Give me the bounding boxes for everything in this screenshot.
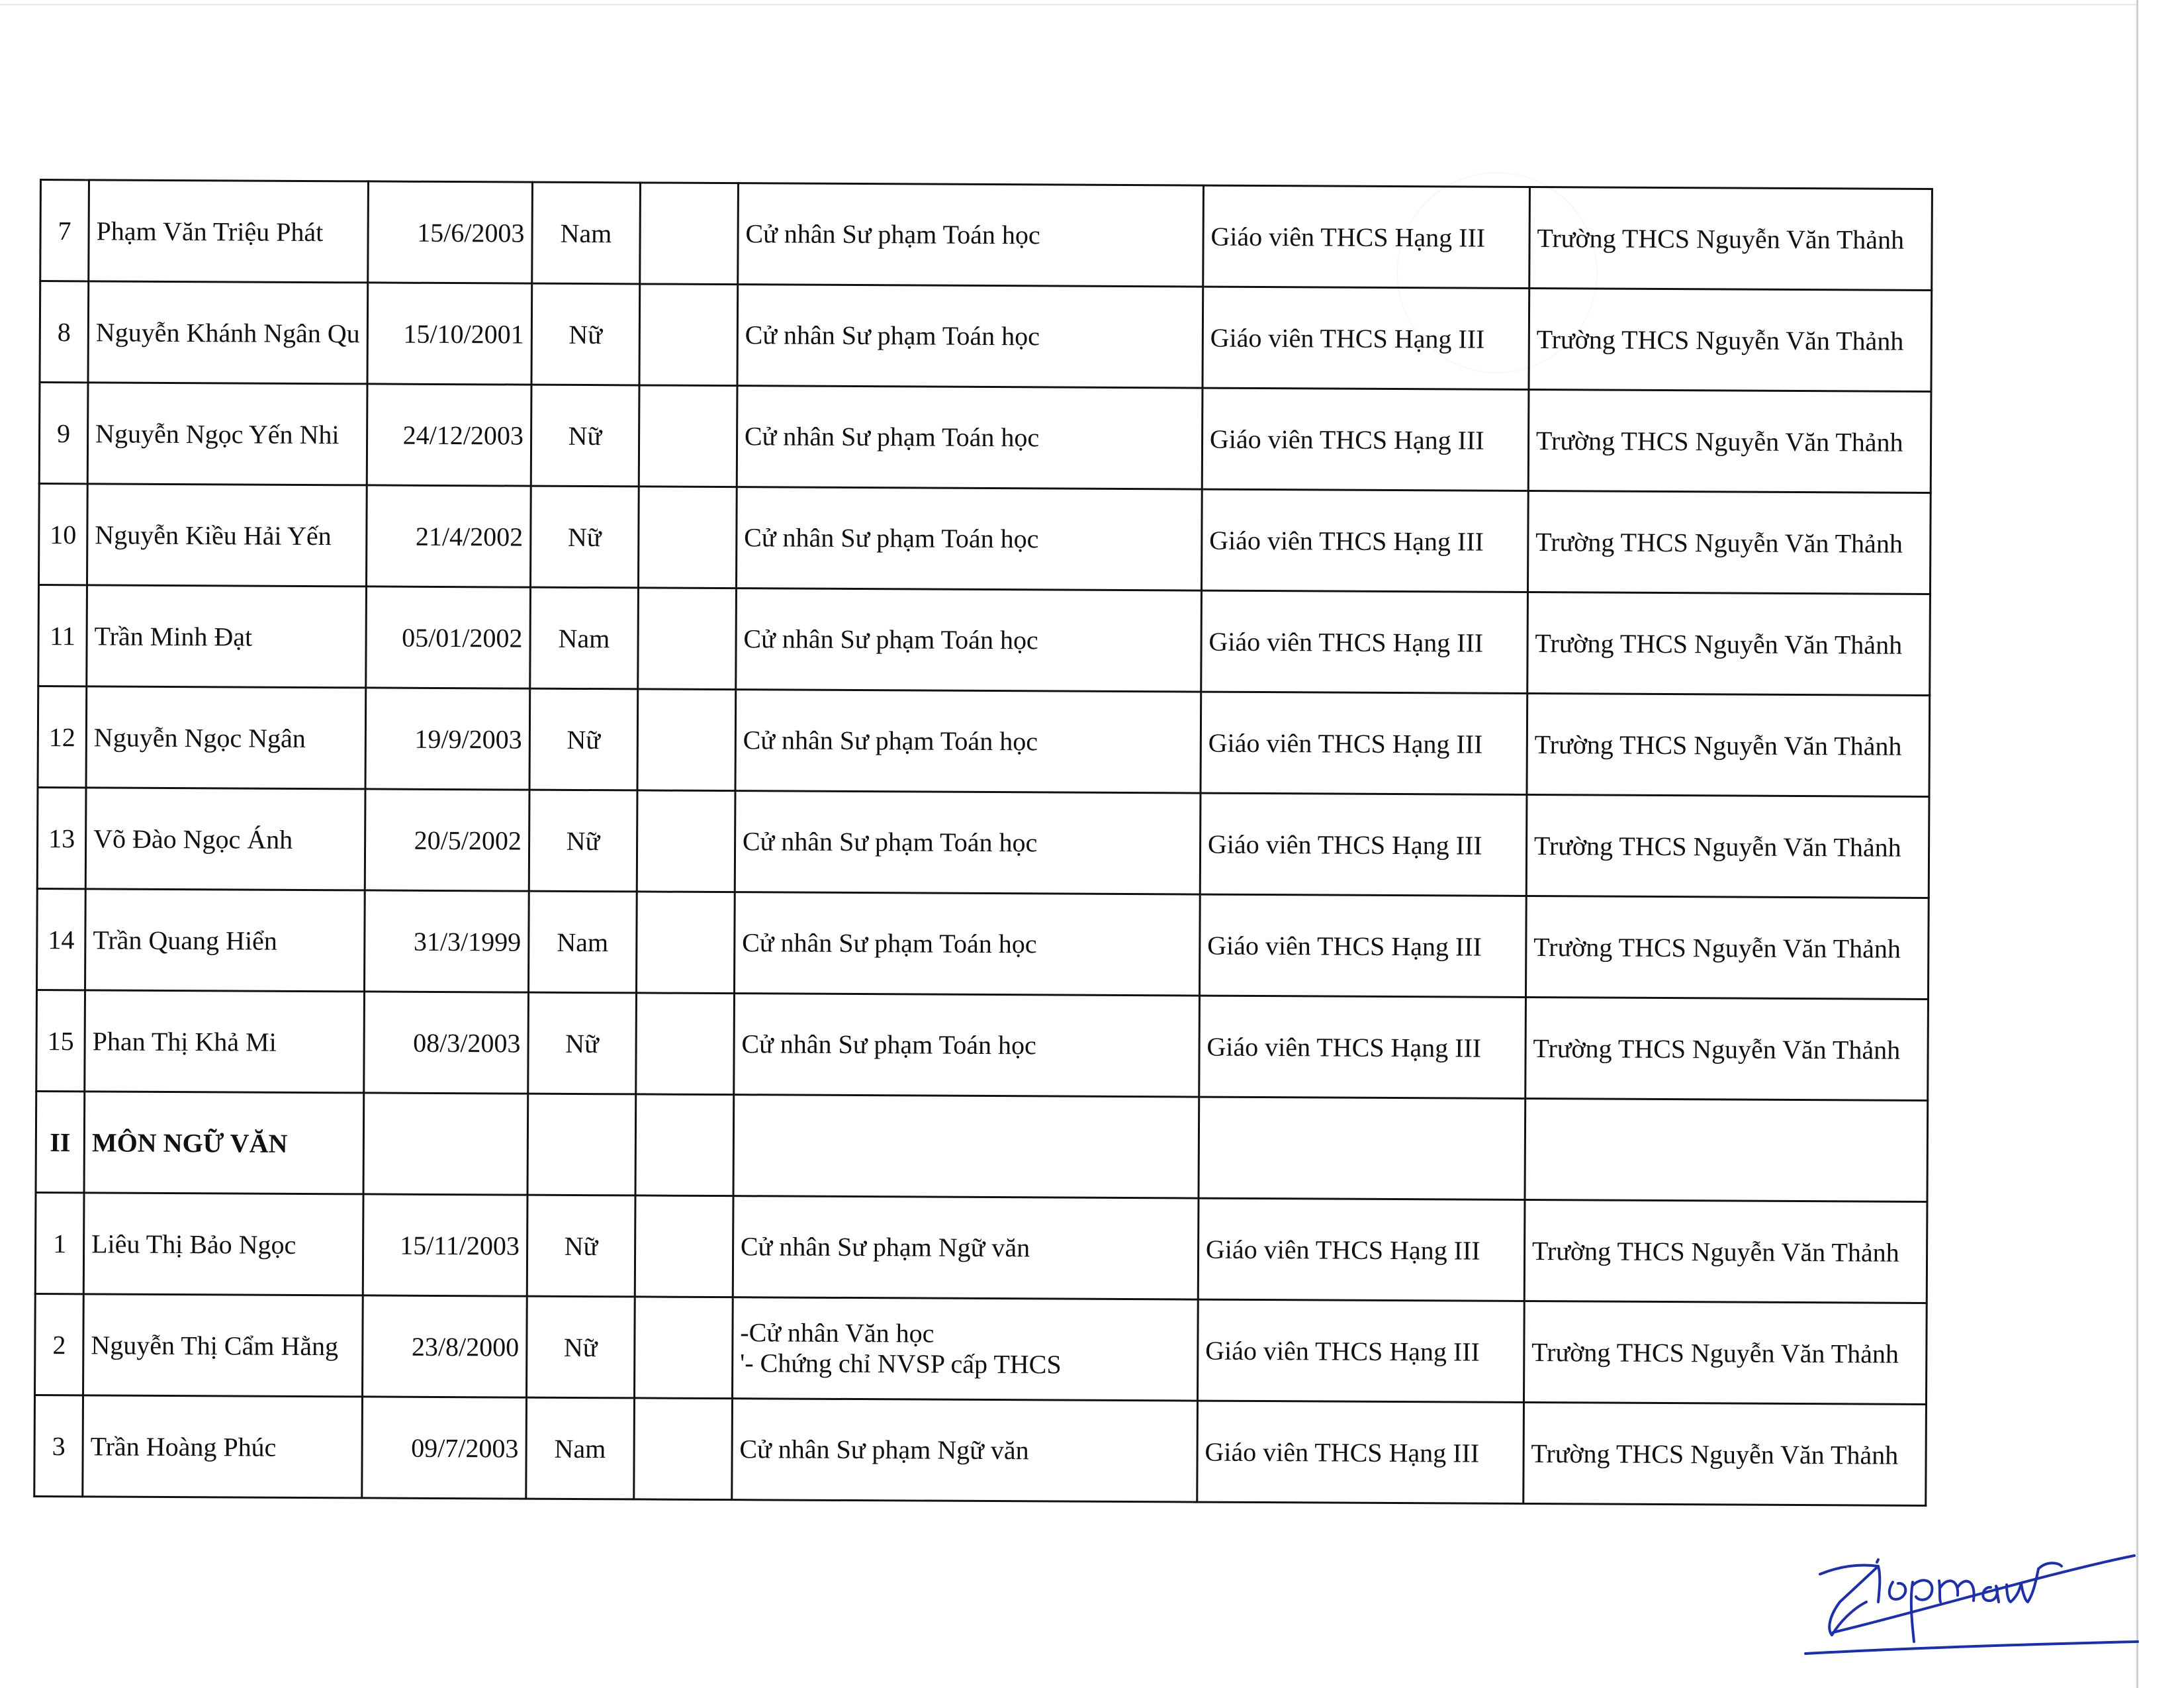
cell-qualification — [735, 690, 1201, 793]
cell-gender — [527, 1094, 636, 1196]
cell-date-of-birth: 23/8/2000 — [362, 1295, 527, 1397]
qualification-line: Cử nhân Sư phạm Toán học — [743, 624, 1038, 655]
cell-full-name: Liêu Thị Bảo Ngọc — [83, 1193, 363, 1295]
cell-position-rank: Giáo viên THCS Hạng III — [1198, 1198, 1525, 1301]
cell-school: Trường THCS Nguyễn Văn Thảnh — [1525, 997, 1929, 1100]
cell-stt: 7 — [40, 180, 89, 281]
cell-school: Trường THCS Nguyễn Văn Thảnh — [1524, 1301, 1927, 1404]
cell-school: Trường THCS Nguyễn Văn Thảnh — [1529, 289, 1932, 392]
cell-date-of-birth: 21/4/2002 — [366, 485, 531, 587]
cell-position-rank: Giáo viên THCS Hạng III — [1201, 489, 1528, 592]
cell-gender: Nữ — [529, 688, 638, 790]
cell-position-rank: Giáo viên THCS Hạng III — [1203, 287, 1529, 389]
table-row — [39, 383, 1931, 493]
cell-date-of-birth: 24/12/2003 — [367, 384, 531, 486]
table-row — [38, 686, 1930, 796]
cell-school: Trường THCS Nguyễn Văn Thảnh — [1528, 389, 1931, 492]
table-row — [35, 1293, 1927, 1404]
cell-blank — [634, 1297, 733, 1399]
cell-stt: 14 — [37, 888, 86, 990]
cell-full-name: Nguyễn Khánh Ngân Qu — [88, 281, 368, 384]
cell-qualification — [736, 588, 1202, 692]
table-row — [35, 1192, 1927, 1303]
qualification-line: Cử nhân Sư phạm Toán học — [745, 218, 1040, 250]
section-header-row — [36, 1091, 1928, 1201]
cell-gender: Nữ — [530, 486, 639, 588]
staff-list-table — [33, 179, 1933, 1507]
qualification-line: Cử nhân Sư phạm Toán học — [745, 320, 1040, 352]
cell-blank — [635, 1196, 733, 1297]
cell-stt: 11 — [38, 585, 87, 686]
page-right-edge — [2136, 0, 2138, 1688]
cell-date-of-birth: 20/5/2002 — [365, 789, 529, 891]
cell-gender: Nam — [530, 587, 639, 689]
cell-qualification — [737, 386, 1203, 489]
cell-blank — [637, 790, 735, 892]
qualification-line: Cử nhân Sư phạm Toán học — [744, 522, 1039, 554]
table-row — [39, 484, 1931, 594]
cell-blank — [636, 993, 735, 1095]
cell-gender: Nam — [526, 1397, 635, 1499]
cell-gender: Nam — [532, 182, 641, 284]
cell-position-rank: Giáo viên THCS Hạng III — [1201, 590, 1528, 693]
cell-stt: 1 — [35, 1192, 84, 1293]
qualification-line: Cử nhân Sư phạm Toán học — [742, 826, 1038, 858]
cell-school: Trường THCS Nguyễn Văn Thảnh — [1527, 592, 1931, 695]
cell-qualification — [734, 994, 1200, 1097]
cell-qualification — [732, 1297, 1198, 1401]
cell-position-rank: Giáo viên THCS Hạng III — [1197, 1401, 1524, 1503]
cell-position-rank: Giáo viên THCS Hạng III — [1202, 388, 1529, 491]
table-row — [40, 281, 1932, 392]
table-row — [37, 888, 1929, 999]
cell-qualification — [736, 487, 1202, 590]
cell-school: Trường THCS Nguyễn Văn Thảnh — [1525, 896, 1929, 999]
cell-blank — [638, 487, 737, 588]
cell-full-name: Trần Quang Hiển — [85, 889, 365, 992]
cell-blank — [639, 284, 738, 386]
cell-date-of-birth: 15/10/2001 — [367, 283, 532, 385]
cell-full-name: Nguyễn Ngọc Yến Nhi — [87, 383, 367, 485]
cell-blank — [640, 183, 739, 285]
cell-date-of-birth: 15/11/2003 — [363, 1194, 527, 1296]
handwritten-signature — [1800, 1503, 2144, 1675]
cell-date-of-birth: 15/6/2003 — [368, 181, 533, 283]
cell-blank — [639, 385, 737, 487]
table-row — [36, 990, 1929, 1100]
cell-gender: Nữ — [531, 283, 640, 385]
qualification-line: Cử nhân Sư phạm Toán học — [743, 725, 1038, 757]
cell-qualification — [734, 892, 1200, 996]
cell-stt: 15 — [36, 990, 85, 1091]
cell-full-name: Trần Minh Đạt — [87, 585, 367, 688]
cell-school: Trường THCS Nguyễn Văn Thảnh — [1526, 794, 1929, 898]
cell-stt: 8 — [40, 281, 89, 383]
cell-school: Trường THCS Nguyễn Văn Thảnh — [1527, 491, 1931, 594]
qualification-line: Cử nhân Sư phạm Ngữ văn — [739, 1434, 1029, 1466]
cell-school — [1525, 1098, 1928, 1201]
qualification-line — [741, 1145, 1191, 1147]
cell-blank — [634, 1398, 733, 1500]
cell-position-rank: Giáo viên THCS Hạng III — [1199, 996, 1526, 1098]
cell-stt: 13 — [37, 787, 86, 888]
cell-stt: 3 — [34, 1395, 83, 1496]
cell-blank — [635, 1094, 734, 1196]
cell-date-of-birth — [363, 1093, 528, 1195]
cell-stt: 9 — [39, 383, 88, 484]
cell-position-rank: Giáo viên THCS Hạng III — [1197, 1299, 1524, 1402]
table-row — [38, 585, 1931, 696]
cell-gender: Nam — [528, 891, 637, 993]
cell-school: Trường THCS Nguyễn Văn Thảnh — [1529, 187, 1933, 291]
cell-gender: Nữ — [529, 790, 637, 892]
qualification-line: Cử nhân Sư phạm Toán học — [744, 421, 1040, 453]
cell-full-name: Nguyễn Ngọc Ngân — [86, 686, 366, 789]
cell-date-of-birth: 05/01/2002 — [366, 586, 531, 688]
cell-full-name: Phan Thị Khả Mi — [85, 990, 365, 1093]
cell-full-name: Nguyễn Kiều Hải Yến — [87, 484, 367, 586]
cell-qualification — [737, 285, 1203, 388]
cell-gender: Nữ — [528, 992, 637, 1094]
cell-qualification — [733, 1196, 1199, 1299]
table-row — [37, 787, 1929, 898]
cell-position-rank: Giáo viên THCS Hạng III — [1201, 692, 1527, 794]
cell-position-rank: Giáo viên THCS Hạng III — [1199, 894, 1526, 997]
cell-date-of-birth: 08/3/2003 — [364, 992, 529, 1094]
cell-stt: 10 — [39, 484, 88, 585]
cell-full-name: Phạm Văn Triệu Phát — [89, 180, 369, 283]
qualification-line: Cử nhân Sư phạm Toán học — [741, 1029, 1036, 1060]
table-row — [34, 1395, 1927, 1505]
table-body — [34, 180, 1932, 1506]
page-top-edge — [0, 4, 2136, 5]
qualification-line: -Cử nhân Văn học — [740, 1317, 934, 1348]
cell-stt: 12 — [38, 686, 87, 787]
qualification-line: '- Chứng chỉ NVSP cấp THCS — [739, 1348, 1062, 1380]
cell-date-of-birth: 19/9/2003 — [365, 688, 530, 790]
cell-gender: Nữ — [531, 385, 639, 487]
qualification-line: Cử nhân Sư phạm Toán học — [742, 927, 1037, 959]
cell-qualification — [732, 1399, 1198, 1502]
cell-school: Trường THCS Nguyễn Văn Thảnh — [1527, 693, 1930, 796]
cell-gender: Nữ — [526, 1296, 635, 1398]
cell-blank — [638, 588, 737, 690]
cell-blank — [636, 892, 735, 994]
cell-date-of-birth: 09/7/2003 — [362, 1397, 527, 1499]
cell-school: Trường THCS Nguyễn Văn Thảnh — [1524, 1402, 1927, 1505]
qualification-line: Cử nhân Sư phạm Ngữ văn — [740, 1231, 1030, 1263]
cell-school: Trường THCS Nguyễn Văn Thảnh — [1524, 1199, 1927, 1303]
cell-full-name: Trần Hoàng Phúc — [83, 1395, 363, 1498]
cell-full-name: MÔN NGỮ VĂN — [84, 1092, 364, 1194]
cell-stt: II — [36, 1091, 85, 1192]
cell-date-of-birth: 31/3/1999 — [364, 890, 529, 992]
cell-qualification — [738, 183, 1204, 287]
cell-full-name: Nguyễn Thị Cẩm Hằng — [83, 1294, 363, 1397]
cell-stt: 2 — [35, 1293, 84, 1395]
table-row — [40, 180, 1933, 291]
cell-blank — [637, 689, 736, 791]
cell-full-name: Võ Đào Ngọc Ánh — [85, 788, 365, 890]
cell-qualification — [735, 791, 1201, 894]
cell-position-rank: Giáo viên THCS Hạng III — [1203, 185, 1530, 288]
cell-qualification — [733, 1095, 1199, 1198]
cell-position-rank: Giáo viên THCS Hạng III — [1200, 793, 1527, 896]
cell-position-rank — [1199, 1097, 1525, 1199]
cell-gender: Nữ — [527, 1195, 635, 1297]
